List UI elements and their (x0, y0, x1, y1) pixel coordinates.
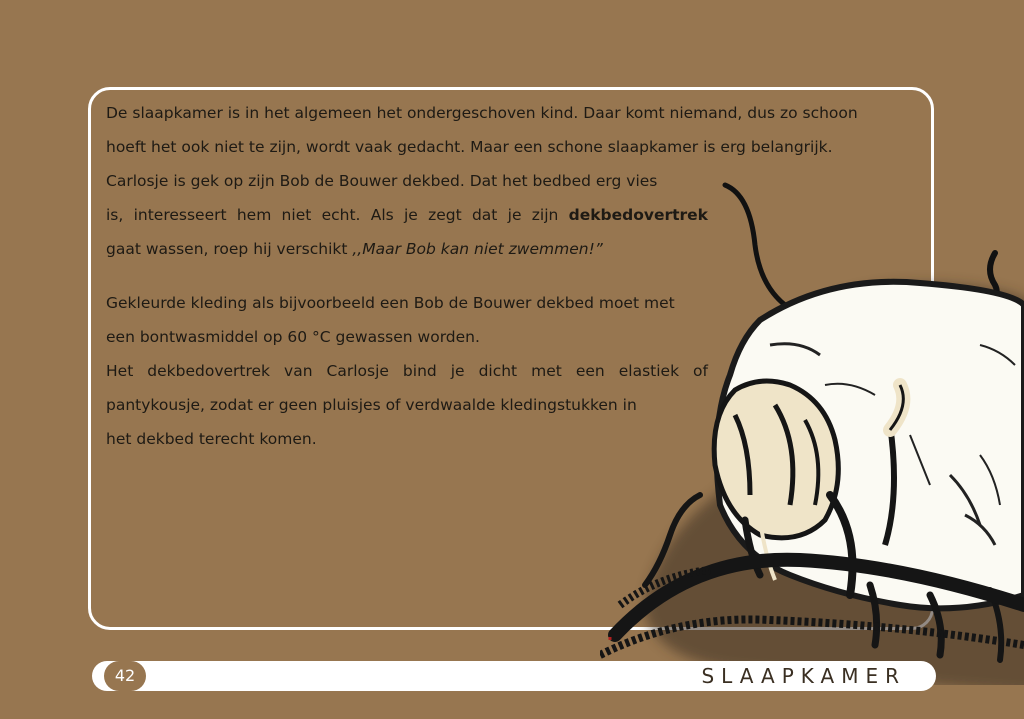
quote-text: ,,Maar Bob kan niet zwemmen!” (352, 240, 603, 258)
bold-term: dekbedovertrek (568, 206, 708, 224)
paragraph-line: Carlosje is gek op zijn Bob de Bouwer dekbed. Dat het bedbed erg vies (106, 172, 658, 190)
paragraph-line: Het dekbedovertrek van Carlosje bind je dicht met een elastiek of (106, 362, 708, 380)
page-number: 42 (104, 661, 146, 691)
paragraph-line: het dekbed terecht komen. (106, 430, 317, 448)
paragraph-line: pantykousje, zodat er geen pluisjes of verdwaalde kledingstukken in (106, 396, 637, 414)
text-segment: is, interesseert hem niet echt. Als je zegt dat je zijn (106, 206, 569, 224)
paragraph-line: De slaapkamer is in het algemeen het ondergeschoven kind. Daar komt niemand, dus zo schoon (106, 104, 858, 122)
paragraph-line: een bontwasmiddel op 60 °C gewassen worden. (106, 328, 480, 346)
text-segment: gaat wassen, roep hij verschikt (106, 240, 353, 258)
paragraph-line: Gekleurde kleding als bijvoorbeeld een Bob de Bouwer dekbed moet met (106, 294, 675, 312)
dust-mite-icon (600, 175, 1024, 685)
paragraph-line: hoeft het ook niet te zijn, wordt vaak gedacht. Maar een schone slaapkamer is erg belangrijk. (106, 138, 833, 156)
section-title: SLAAPKAMER (701, 664, 906, 688)
